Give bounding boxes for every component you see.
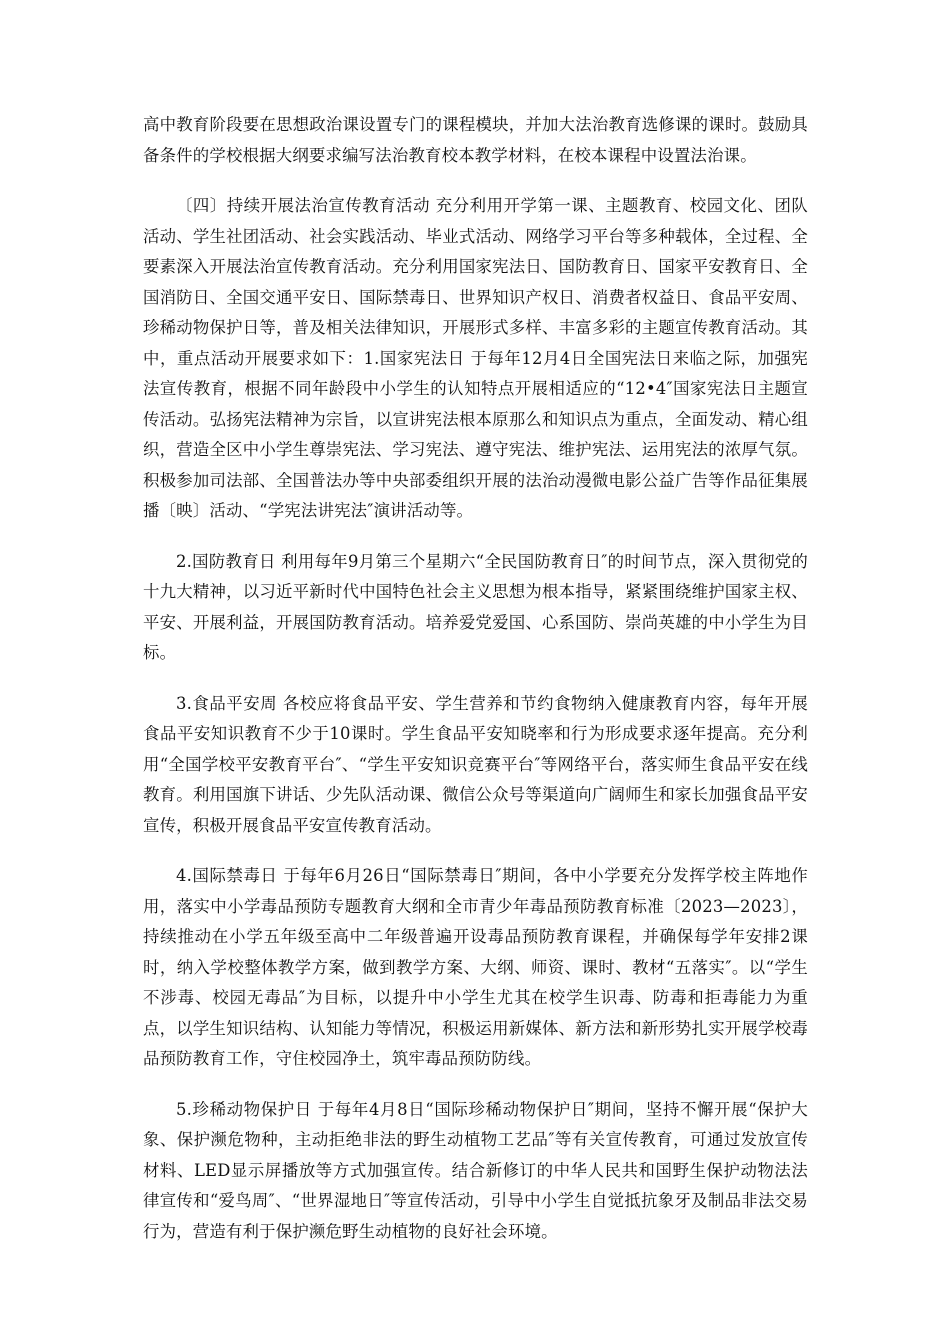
paragraph-rare-animal-day: 5.珍稀动物保护日 于每年4月8日“国际珍稀动物保护日″期间，坚持不懈开展“保护大象、保护濒危物种，主动拒绝非法的野生动植物工艺品″等有关宣传教育，可通过发放宣传材料、LED显示屏播放等方式加强宣传。结合新修订的中华人民共和国野生保护动物法法律宣传和“爱鸟周″、“世界湿地日″等宣传活动，引导中小学生自觉抵抗象牙及制品非法交易行为，营造有利于保护濒危野生动植物的良好社会环境。 xyxy=(143,1099,808,1241)
paragraph-food-safety-week: 3.食品平安周 各校应将食品平安、学生营养和节约食物纳入健康教育内容，每年开展食品平安知识教育不少于10课时。学生食品平安知晓率和行为形成要求逐年提高。充分利用“全国学校平安教育平台″、“学生平安知识竞赛平台″等网络平台，落实师生食品平安在线教育。利用国旗下讲话、少先队活动课、微信公众号等渠道向广阔师生和家长加强食品平安宣传，积极开展食品平安宣传教育活动。 xyxy=(143,693,808,835)
paragraph-national-defense-day: 2.国防教育日 利用每年9月第三个星期六“全民国防教育日″的时间节点，深入贯彻党的十九大精神，以习近平新时代中国特色社会主义思想为根本指导，紧紧围绕维护国家主权、平安、开展利益，开展国防教育活动。培养爱党爱国、心系国防、崇尚英雄的中小学生为目标。 xyxy=(143,551,808,662)
document-body xyxy=(143,110,808,1247)
paragraph-publicity-activities: 〔四〕持续开展法治宣传教育活动 充分利用开学第一课、主题教育、校园文化、团队活动、学生社团活动、社会实践活动、毕业式活动、网络学习平台等多种载体，全过程、全要素深入开展法治宣传教育活动。充分利用国家宪法日、国防教育日、国家平安教育日、全国消防日、全国交通平安日、国际禁毒日、世界知识产权日、消费者权益日、食品平安周、珍稀动物保护日等，普及相关法律知识，开展形式多样、丰富多彩的主题宣传教育活动。其中，重点活动开展要求如下：1.国家宪法日 于每年12月4日全国宪法日来临之际，加强宪法宣传教育，根据不同年龄段中小学生的认知特点开展相适应的“12•4″国家宪法日主题宣传活动。弘扬宪法精神为宗旨，以宣讲宪法根本原那么和知识点为重点，全面发动、精心组织，营造全区中小学生尊崇宪法、学习宪法、遵守宪法、维护宪法、运用宪法的浓厚气氛。积极参加司法部、全国普法办等中央部委组织开展的法治动漫微电影公益广告等作品征集展播〔映〕活动、“学宪法讲宪法″演讲活动等。 xyxy=(143,196,808,520)
paragraph-anti-drug-day: 4.国际禁毒日 于每年6月26日“国际禁毒日″期间，各中小学要充分发挥学校主阵地作用，落实中小学毒品预防专题教育大纲和全市青少年毒品预防教育标准〔2023—2023〕，持续推动在小学五年级至高中二年级普遍开设毒品预防教育课程，并确保每学年安排2课时，纳入学校整体教学方案，做到教学方案、大纲、师资、课时、教材“五落实″。以“学生不涉毒、校园无毒品″为目标，以提升中小学生尤其在校学生识毒、防毒和拒毒能力为重点，以学生知识结构、认知能力等情况，积极运用新媒体、新方法和新形势扎实开展学校毒品预防教育工作，守住校园净土，筑牢毒品预防防线。 xyxy=(143,866,808,1068)
paragraph-law-course: 高中教育阶段要在思想政治课设置专门的课程模块，并加大法治教育选修课的课时。鼓励具备条件的学校根据大纲要求编写法治教育校本教学材料，在校本课程中设置法治课。 xyxy=(143,115,808,165)
